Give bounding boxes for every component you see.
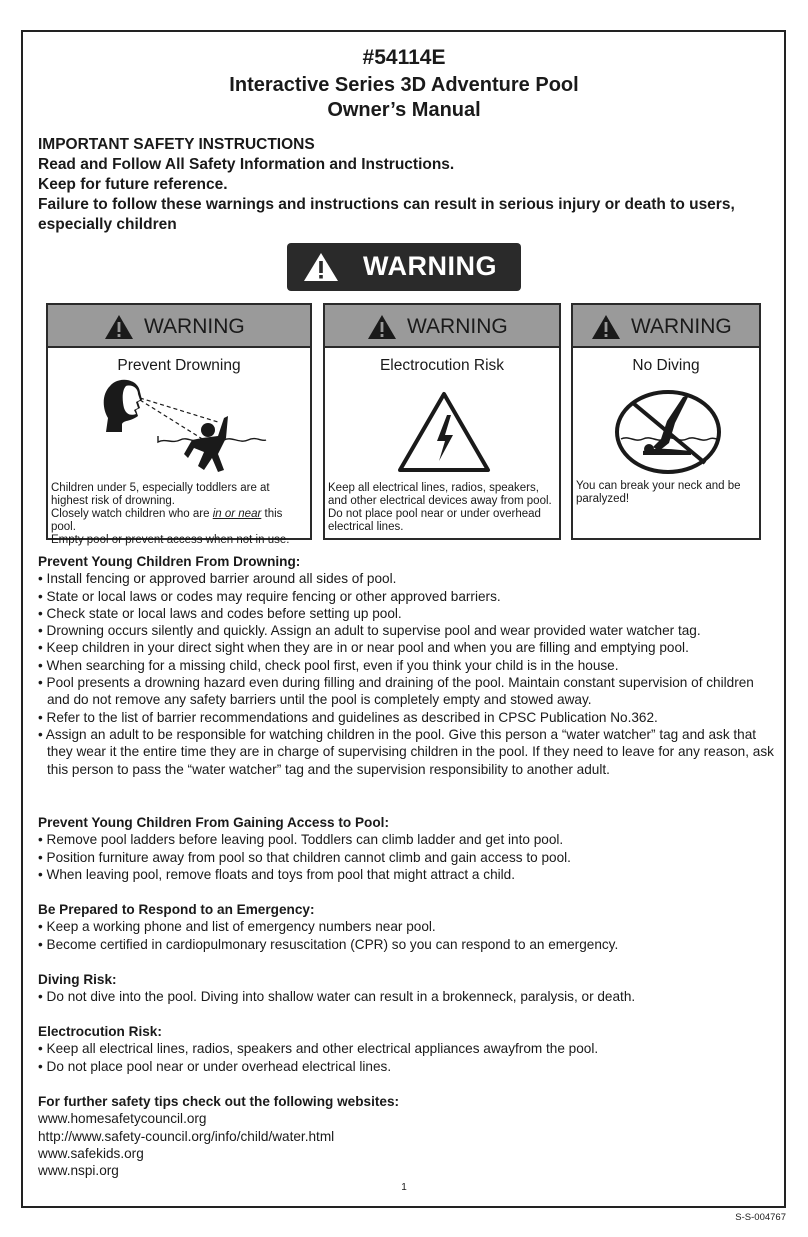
panel-text-line: Empty pool or prevent access when not in use. [51, 534, 290, 546]
list-item: • Install fencing or approved barrier around all sides of pool. [38, 571, 397, 587]
list-item: • Do not place pool near or under overhead electrical lines. [38, 1058, 392, 1074]
intro-line: IMPORTANT SAFETY INSTRUCTIONS [38, 136, 315, 153]
panel-text-line: Children under 5, especially toddlers are at highest risk of drowning. [51, 482, 270, 507]
section-heading: Diving Risk: [38, 972, 117, 987]
model-number: #54114E [362, 46, 446, 69]
text-emphasis: in or near [212, 508, 262, 520]
list-item: • Keep children in your direct sight when they are in or near pool and when you are filling and emptying pool. [38, 640, 689, 656]
section-heading: For further safety tips check out the following websites: [38, 1094, 400, 1109]
warning-panel-drowning [46, 303, 312, 546]
intro-line: Keep for future reference. [38, 176, 228, 193]
list-item: • Keep all electrical lines, radios, speakers and other electrical appliances awayfrom the pool. [38, 1041, 599, 1057]
warning-banner [287, 243, 521, 291]
panel-text-line: You can break your neck and be paralyzed! [576, 480, 741, 505]
section-diving-risk [38, 971, 778, 1006]
manual-subtitle: Owner’s Manual [327, 99, 481, 121]
section-heading: Prevent Young Children From Drowning: [38, 554, 301, 569]
website-link[interactable]: http://www.safety-council.org/info/child/water.html [38, 1128, 335, 1144]
list-item: • Assign an adult to be responsible for watching children in the pool. Give this person a “water watcher” tag and ask that they wear it the entire time they are in charge of supervising children in the pool. If they need to leave for any reason, ask this person to pass the “water watcher” tag and the supervision responsibility to another adult. [38, 726, 774, 777]
panel-text-line [51, 508, 307, 534]
panel-subtitle: No Diving [632, 357, 700, 374]
section-emergency [38, 901, 778, 953]
section-heading: Prevent Young Children From Gaining Access to Pool: [38, 815, 389, 830]
warning-banner-label: WARNING [363, 251, 497, 281]
warning-triangle-icon [303, 252, 339, 282]
panel-text-line: Keep all electrical lines, radios, speakers, and other electrical devices away from pool. [328, 482, 552, 507]
section-prevent-access [38, 814, 778, 883]
drowning-child-icon [100, 378, 270, 488]
manual-title: Interactive Series 3D Adventure Pool [229, 74, 579, 96]
list-item: • Pool presents a drowning hazard even during filling and draining of the pool. Maintain constant supervision of children and do not remove any safety barriers until the pool is completely empty and stowed away. [38, 675, 754, 708]
panel-header [573, 305, 759, 348]
website-link[interactable]: www.nspi.org [38, 1163, 119, 1179]
intro-line: Failure to follow these warnings and instructions can result in serious injury or death to users, especially children [38, 196, 735, 233]
panel-header [325, 305, 559, 348]
list-item: • Position furniture away from pool so that children cannot climb and gain access to pool. [38, 849, 571, 865]
section-heading: Electrocution Risk: [38, 1024, 162, 1039]
list-item: • Become certified in cardiopulmonary resuscitation (CPR) so you can respond to an emergency. [38, 936, 619, 952]
list-item: • When leaving pool, remove floats and toys from pool that might attract a child. [38, 866, 516, 882]
panel-text [51, 482, 307, 547]
section-prevent-drowning [38, 553, 778, 778]
website-link[interactable]: www.safekids.org [38, 1145, 144, 1161]
warning-panel-electrocution [323, 303, 561, 540]
warning-triangle-icon [104, 314, 134, 340]
intro-line: Read and Follow All Safety Information and Instructions. [38, 156, 455, 173]
document-code: S-S-004767 [735, 1212, 786, 1223]
list-item: • Keep a working phone and list of emergency numbers near pool. [38, 919, 436, 935]
list-item: • Refer to the list of barrier recommendations and guidelines as described in CPSC Publication No.362. [38, 709, 658, 725]
text-fragment: Closely watch children who are [51, 508, 213, 520]
list-item: • When searching for a missing child, check pool first, even if you think your child is in the house. [38, 657, 619, 673]
panel-text [328, 482, 556, 534]
list-item: • Do not dive into the pool. Diving into shallow water can result in a brokenneck, paralysis, or death. [38, 989, 636, 1005]
no-diving-icon [613, 389, 723, 475]
list-item: • Remove pool ladders before leaving pool. Toddlers can climb ladder and get into pool. [38, 832, 564, 848]
panel-subtitle: Electrocution Risk [379, 357, 505, 374]
list-item: • Drowning occurs silently and quickly. Assign an adult to supervise pool and wear provided water watcher tag. [38, 623, 701, 639]
panel-header-label: WARNING [144, 315, 245, 338]
safety-intro [38, 135, 768, 235]
website-link[interactable]: www.homesafetycouncil.org [38, 1111, 207, 1127]
high-voltage-icon [397, 391, 491, 473]
panel-header-label: WARNING [407, 315, 508, 338]
panel-subtitle: Prevent Drowning [117, 357, 241, 374]
warning-triangle-icon [367, 314, 397, 340]
panel-header [48, 305, 310, 348]
text-fragment: this pool. [51, 508, 283, 533]
section-electrocution-risk [38, 1023, 778, 1075]
page-number: 1 [401, 1182, 407, 1193]
panel-text-line: Do not place pool near or under overhead electrical lines. [328, 508, 541, 533]
warning-triangle-icon [591, 314, 621, 340]
panel-header-label: WARNING [631, 315, 732, 338]
section-heading: Be Prepared to Respond to an Emergency: [38, 902, 315, 917]
section-websites [38, 1093, 778, 1179]
list-item: • State or local laws or codes may require fencing or other approved barriers. [38, 588, 501, 604]
list-item: • Check state or local laws and codes before setting up pool. [38, 605, 402, 621]
warning-panel-no-diving [571, 303, 761, 540]
panel-text [576, 480, 756, 506]
